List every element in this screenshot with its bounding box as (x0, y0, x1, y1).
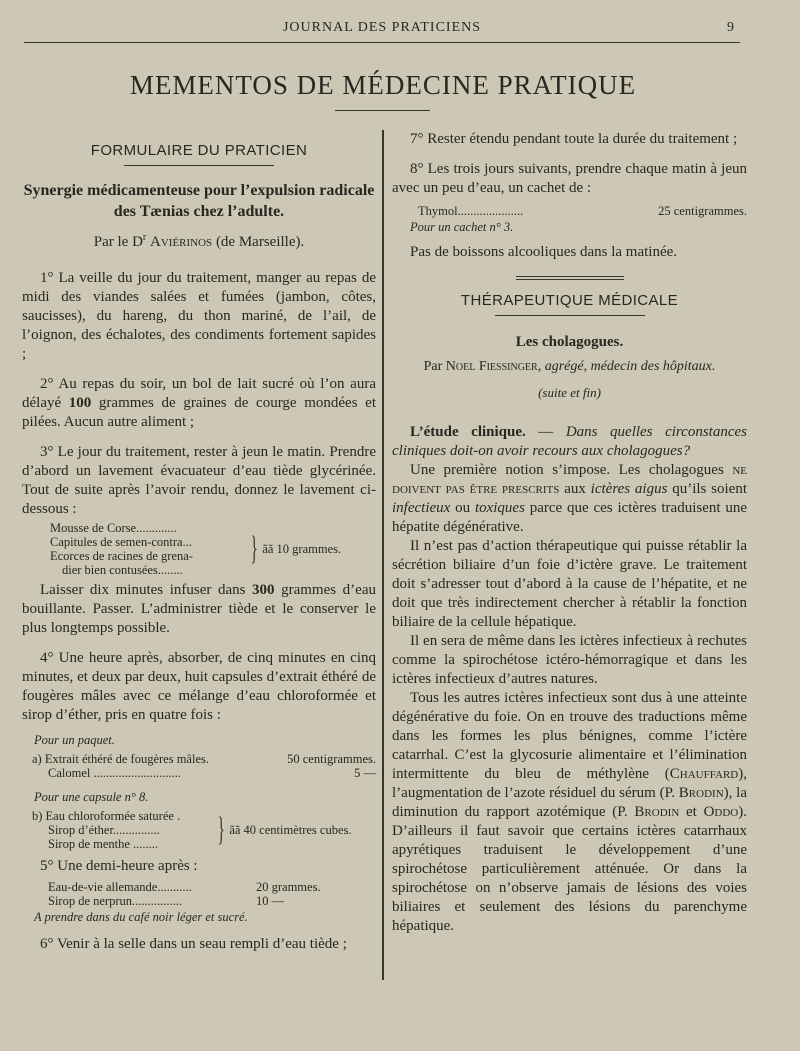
paragraph: 4° Une heure après, absorber, de cinq minutes en cinq minutes, et deux par deux, huit capsules d’extrait éthéré de fougères mâles avec ce mélange d’eau chloroformée et sirop d’éther, pris en quatre fois : (22, 650, 376, 723)
brace-glyph: } (250, 530, 258, 567)
paragraph (22, 375, 376, 432)
rx-label: Pour une capsule n° 8. (34, 790, 149, 804)
italic-question: Dans quelles circonstances cliniques doit-on avoir recours aux cholagogues? (392, 424, 747, 459)
section-rule (495, 315, 645, 316)
small-caps-run: Brodin (678, 785, 724, 801)
text-run: Laisser dix minutes infuser dans (40, 582, 253, 598)
text-run: 2° Au repas du soir, un bol de lait sucré où l’on aura délayé (22, 376, 376, 411)
italic-run: toxiques (474, 500, 525, 516)
journal-title: JOURNAL DES PRATICIENS (282, 20, 482, 35)
run-in-heading: L’étude clinique. (410, 424, 526, 440)
rx-line: dier bien contusées........ (62, 563, 183, 577)
byline-suffix: (de Marseille). (215, 234, 305, 250)
byline-author: Aviérinos (150, 234, 213, 250)
text-run: Tous les autres ictères infectieux sont dus à une atteinte dégénérative du foie. On en trouve des traductions même dans les formes les plus bénignes, comme l’ictère catarrhal. C’est la glycosurie alimentaire et l’élimination intermittente du bleu de méthylène ( (392, 690, 747, 782)
left-column (22, 130, 376, 954)
small-caps-run: Brodin (634, 804, 680, 820)
rx-quantity: ãã 10 grammes. (262, 541, 342, 556)
paragraph (392, 423, 747, 461)
rx-row (48, 880, 376, 894)
brace-glyph: } (217, 811, 225, 848)
paragraph: 5° Une demi-heure après : (40, 858, 198, 874)
rx-line: Capitules de semen-contra... (50, 535, 192, 549)
text-run: grammes de graines de courge mondées et pilées. Aucun autre aliment ; (22, 395, 376, 430)
byline-sup: r (142, 232, 147, 243)
text-run: ou (450, 500, 475, 516)
text-run: parce que ces ictères traduisent une hépatite dégénérative. (392, 500, 748, 535)
text-run: ), l’augmentation de l’azote résiduel du sérum (P. (392, 766, 747, 801)
rx-amount: 20 grammes. (256, 880, 321, 894)
paragraph: 7° Rester étendu pendant toute la durée du traitement ; (410, 131, 738, 147)
rx-amount: 5 — (354, 766, 376, 780)
page-title: MEMENTOS DE MÉDECINE PRATIQUE (129, 70, 637, 100)
rx-name: Sirop de nerprun................ (48, 894, 183, 908)
article-title: Synergie médicamenteuse pour l’expulsion radicale des Tænias chez l’adulte. (23, 182, 375, 220)
page-number: 9 (727, 20, 734, 35)
text-run: Une première notion s’impose. Les cholagogues (410, 462, 733, 478)
paragraph: Il n’est pas d’action thérapeutique qui puisse rétablir la sécrétion biliaire d’un foie d’ictère grave. Le traitement doit s’adresser tout d’abord à la cause de l’hépatite, et ne doit que très indirectement chercher à rétablir la fonction biliaire de la cellule hépatique. (392, 538, 747, 630)
italic-run: ictères aigus (590, 481, 668, 497)
text-run: ). D’ailleurs il faut savoir que certains ictères catarrhaux apyrétiques traduisent le développement d’une spirochétose particulièrement atténuée. Or dans la spirochétose on n’observe jamais de lésions des voies biliaires et seulement des lésions du parenchyme hépatique. (392, 804, 747, 934)
rx-name: Calomel ............................ (48, 766, 181, 780)
text-run: ), la diminution du rapport azotémique (P. (392, 785, 747, 820)
section-rule (124, 165, 274, 166)
prescription-enema (50, 521, 376, 577)
rx-name: a) Extrait éthéré de fougères mâles. (32, 752, 209, 766)
byline (392, 359, 747, 375)
paragraph: 1° La veille du jour du traitement, manger au repas de midi des viandes salées et fumées (jambon, côtes, saucisses), du hareng, du thon mariné, de l’ail, de l’oignon, des échalotes, des condiments fortement sapides ; (22, 270, 376, 362)
section-heading: THÉRAPEUTIQUE MÉDICALE (460, 292, 679, 309)
rx-line: b) Eau chloroformée saturée . (32, 809, 181, 823)
section-heading: FORMULAIRE DU PRATICIEN (90, 142, 308, 159)
rx-amount: 50 centigrammes. (287, 752, 376, 766)
text-run: qu’ils soient (667, 481, 747, 497)
running-head (24, 20, 740, 43)
rx-row (32, 766, 376, 780)
suite-note: (suite et fin) (538, 385, 601, 400)
text-run: et (679, 804, 704, 820)
paragraph: Pas de boissons alcooliques dans la matinée. (410, 244, 678, 260)
rx-row (32, 752, 376, 766)
small-caps-run: Chauffard (669, 766, 739, 782)
paragraph: Il en sera de même dans les ictères infectieux à rechutes comme la spirochétose ictéro-hémorragique et dans les ictères infectieux d’autres natures. (392, 633, 747, 687)
byline (22, 232, 376, 251)
small-caps-run: ne doivent pas être prescrits (392, 462, 747, 497)
text-run: grammes d’eau bouillante. Passer. L’administrer tiède et le conserver le plus longtemps possible. (22, 582, 376, 636)
rx-label: Pour un paquet. (34, 733, 115, 747)
double-rule (516, 276, 624, 280)
rx-row (48, 894, 376, 908)
text-run: — (525, 424, 566, 440)
rx-row (418, 204, 747, 218)
rx-line: Mousse de Corse............. (50, 521, 177, 535)
paragraph: 8° Les trois jours suivants, prendre chaque matin à jeun avec un peu d’eau, un cachet de : (392, 161, 747, 196)
paragraph (22, 581, 376, 638)
text-run: aux (559, 481, 591, 497)
rx-line: Ecorces de racines de grena- (50, 549, 193, 563)
rx-note: A prendre dans du café noir léger et sucré. (34, 910, 248, 924)
byline-prefix: Par (423, 359, 443, 374)
rx-name: Eau-de-vie allemande........... (48, 880, 192, 894)
right-column (392, 130, 747, 936)
paragraph: 3° Le jour du traitement, rester à jeun le matin. Prendre d’abord un lavement évacuateur d’eau tiède glycérinée. Tout de suite après l’avoir rendu, donnez le lavement ci-dessous : (22, 444, 376, 517)
paragraph (392, 689, 747, 936)
rx-amount: 25 centigrammes. (658, 204, 747, 218)
bold-quantity: 100 (68, 395, 92, 411)
italic-run: infectieux (392, 500, 451, 516)
rx-line: Sirop d’éther............... (48, 823, 160, 837)
rx-amount: 10 — (256, 894, 285, 908)
bold-quantity: 300 (252, 582, 275, 598)
paragraph: 6° Venir à la selle dans un seau rempli d’eau tiède ; (40, 936, 347, 952)
prescription-mixture (32, 809, 376, 851)
byline-prefix: Par le D (93, 234, 143, 250)
column-divider (382, 130, 384, 980)
rx-note: Pour un cachet n° 3. (410, 220, 514, 234)
rx-line: Sirop de menthe ........ (48, 837, 159, 851)
paragraph (392, 461, 747, 537)
rx-name: Thymol..................... (418, 204, 524, 218)
byline-suffix: , agrégé, médecin des hôpitaux. (537, 359, 716, 374)
rx-quantity: ãã 40 centimètres cubes. (229, 822, 352, 837)
small-caps-run: Oddo (703, 804, 739, 820)
article-title: Les cholagogues. (515, 334, 624, 350)
byline-author: Noel Fiessinger (445, 359, 538, 374)
title-rule (335, 110, 430, 111)
